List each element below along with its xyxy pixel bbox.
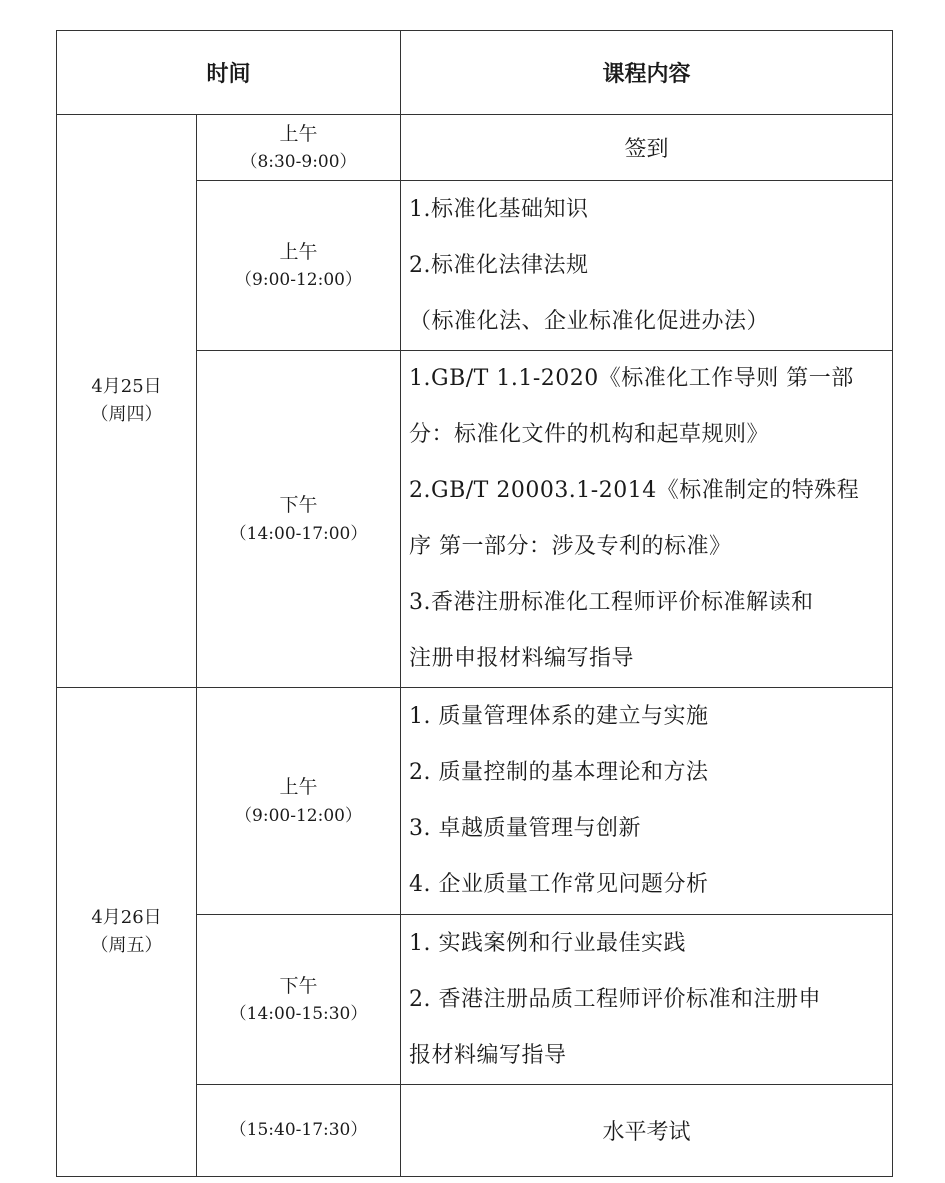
weekday-label: （周五） [90, 935, 163, 956]
time-range: （14:00-15:30） [229, 1004, 368, 1025]
time-slot: 下午 [279, 974, 318, 997]
content-line: 2. 质量控制的基本理论和方法 [409, 760, 709, 785]
table-row [57, 688, 893, 915]
time-range: （15:40-17:30） [229, 1120, 368, 1141]
content-line: 2. 香港注册品质工程师评价标准和注册申 [409, 986, 822, 1012]
header-content: 课程内容 [401, 31, 893, 115]
time-cell [197, 181, 401, 351]
date-label: 4月25日 [91, 376, 162, 398]
time-cell [197, 1085, 401, 1177]
content-line: 3.香港注册标准化工程师评价标准解读和 [409, 590, 814, 615]
content-line: 分：标准化文件的机构和起草规则》 [409, 422, 770, 447]
content-line: 1. 实践案例和行业最佳实践 [409, 930, 686, 956]
header-time: 时间 [57, 31, 401, 115]
content-line: 序 第一部分：涉及专利的标准》 [409, 534, 732, 559]
date-cell-day2 [57, 688, 197, 1177]
content-cell [401, 115, 893, 181]
content-cell [401, 1085, 893, 1177]
content-cell [401, 915, 893, 1085]
content-line: 报材料编写指导 [409, 1042, 567, 1068]
schedule-table [56, 30, 893, 1177]
time-cell [197, 915, 401, 1085]
content-line: 4. 企业质量工作常见问题分析 [409, 872, 709, 897]
content-line: 2.标准化法律法规 [409, 252, 589, 278]
date-label: 4月26日 [91, 907, 162, 929]
header-row [57, 31, 893, 115]
content-line: 签到 [624, 137, 669, 162]
content-line: 1. 质量管理体系的建立与实施 [409, 704, 709, 729]
time-cell [197, 688, 401, 915]
time-slot: 上午 [279, 240, 318, 263]
time-slot: 下午 [279, 494, 318, 517]
time-cell [197, 115, 401, 181]
date-cell-day1 [57, 115, 197, 688]
content-line: 1.标准化基础知识 [409, 196, 589, 222]
content-line: 注册申报材料编写指导 [409, 646, 635, 671]
content-cell [401, 688, 893, 915]
content-line: 水平考试 [602, 1120, 691, 1145]
time-range: （14:00-17:00） [229, 523, 368, 544]
time-slot: 上午 [279, 776, 318, 799]
time-slot: 上午 [279, 122, 318, 145]
table-row [57, 115, 893, 181]
content-line: 1.GB/T 1.1-2020《标准化工作导则 第一部 [409, 366, 854, 391]
time-range: （8:30-9:00） [240, 152, 357, 173]
content-cell [401, 351, 893, 688]
time-cell [197, 351, 401, 688]
content-line: 2.GB/T 20003.1-2014《标准制定的特殊程 [409, 478, 860, 503]
weekday-label: （周四） [90, 404, 163, 425]
time-range: （9:00-12:00） [235, 805, 362, 826]
time-range: （9:00-12:00） [235, 270, 362, 291]
content-line: （标准化法、企业标准化促进办法） [409, 308, 770, 334]
content-cell [401, 181, 893, 351]
content-line: 3. 卓越质量管理与创新 [409, 816, 641, 841]
